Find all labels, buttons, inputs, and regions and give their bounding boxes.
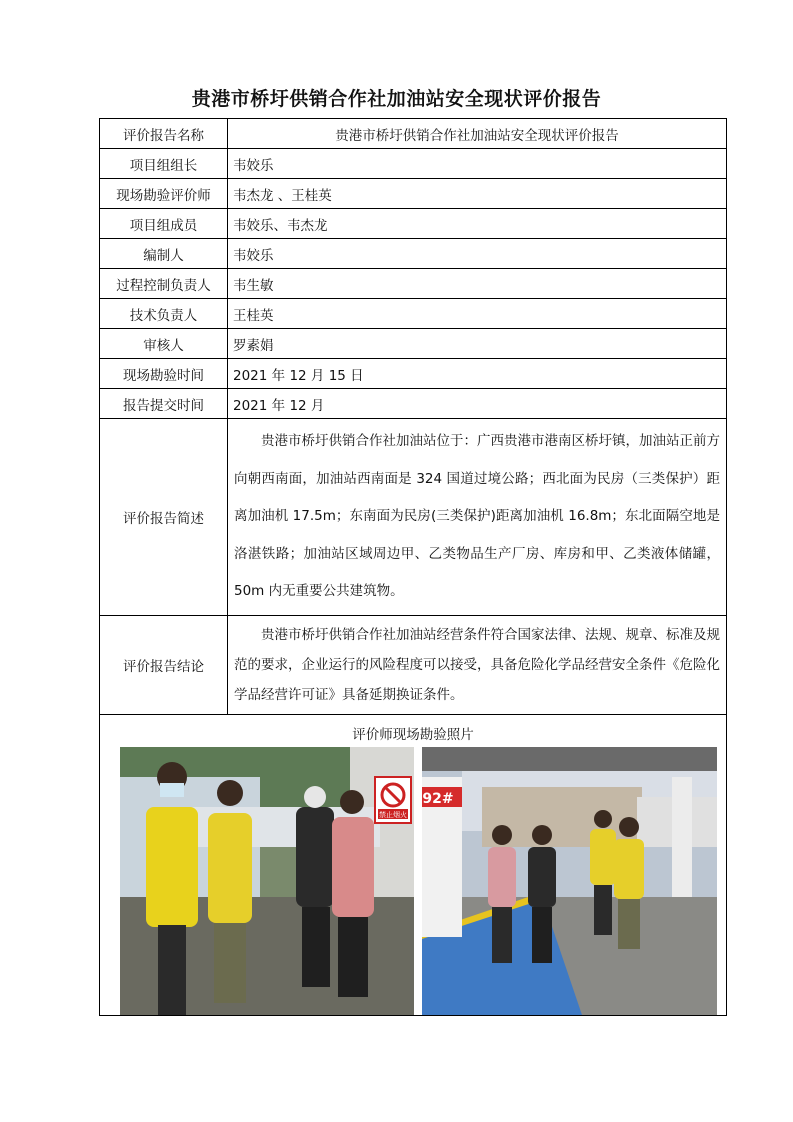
table-row (100, 389, 727, 419)
summary-label: 评价报告简述 (100, 419, 228, 616)
conclusion-text: 贵港市桥圩供销合作社加油站经营条件符合国家法律、法规、规章、标准及规范的要求，企业运行的风险程度可以接受，具备危险化学品经营安全条件《危险化学品经营许可证》具备延期换证条件。 (234, 626, 720, 703)
report-table (99, 118, 727, 1016)
row-value: 2021 年 12 月 15 日 (228, 359, 727, 389)
summary-row (100, 419, 727, 616)
site-photo-1 (120, 747, 414, 1015)
conclusion-label: 评价报告结论 (100, 615, 228, 714)
row-value: 韦姣乐、韦杰龙 (228, 209, 727, 239)
table-row (100, 239, 727, 269)
table-row (100, 269, 727, 299)
table-row (100, 119, 727, 149)
site-photo-2 (422, 747, 717, 1015)
table-row (100, 149, 727, 179)
table-row (100, 359, 727, 389)
row-value: 韦姣乐 (228, 239, 727, 269)
row-value: 韦姣乐 (228, 149, 727, 179)
row-label: 过程控制负责人 (100, 269, 228, 299)
conclusion-row (100, 615, 727, 714)
row-value: 贵港市桥圩供销合作社加油站安全现状评价报告 (228, 119, 727, 149)
row-label: 项目组成员 (100, 209, 228, 239)
table-row (100, 179, 727, 209)
pump-number-sign: 92# (422, 790, 454, 807)
table-row (100, 299, 727, 329)
row-label: 项目组组长 (100, 149, 228, 179)
row-label: 现场勘验时间 (100, 359, 228, 389)
row-label: 技术负责人 (100, 299, 228, 329)
photos-row (100, 714, 727, 1015)
row-label: 现场勘验评价师 (100, 179, 228, 209)
document-title: 贵港市桥圩供销合作社加油站安全现状评价报告 (191, 88, 602, 110)
row-value: 2021 年 12 月 (228, 389, 727, 419)
photos-caption: 评价师现场勘验照片 (352, 726, 474, 743)
row-label: 评价报告名称 (100, 119, 228, 149)
table-row (100, 209, 727, 239)
table-row (100, 329, 727, 359)
row-value: 王桂英 (228, 299, 727, 329)
row-label: 编制人 (100, 239, 228, 269)
no-fire-sign: 禁止烟火 (379, 810, 407, 819)
row-label: 审核人 (100, 329, 228, 359)
row-value: 罗素娟 (228, 329, 727, 359)
summary-text: 贵港市桥圩供销合作社加油站位于：广西贵港市港南区桥圩镇，加油站正前方向朝西南面，加油站西南面是 324 国道过境公路；西北面为民房（三类保护）距离加油机 17.5m；东南面为民房(三类保护)距离加油机 16.8m；东北面隔空地是洛湛铁路；加油站区域周边甲、乙类物品生产厂房、库房和甲、乙类液体储罐，50m 内无重要公共建筑物。 (234, 433, 720, 599)
row-value: 韦杰龙 、王桂英 (228, 179, 727, 209)
row-value: 韦生敏 (228, 269, 727, 299)
row-label: 报告提交时间 (100, 389, 228, 419)
